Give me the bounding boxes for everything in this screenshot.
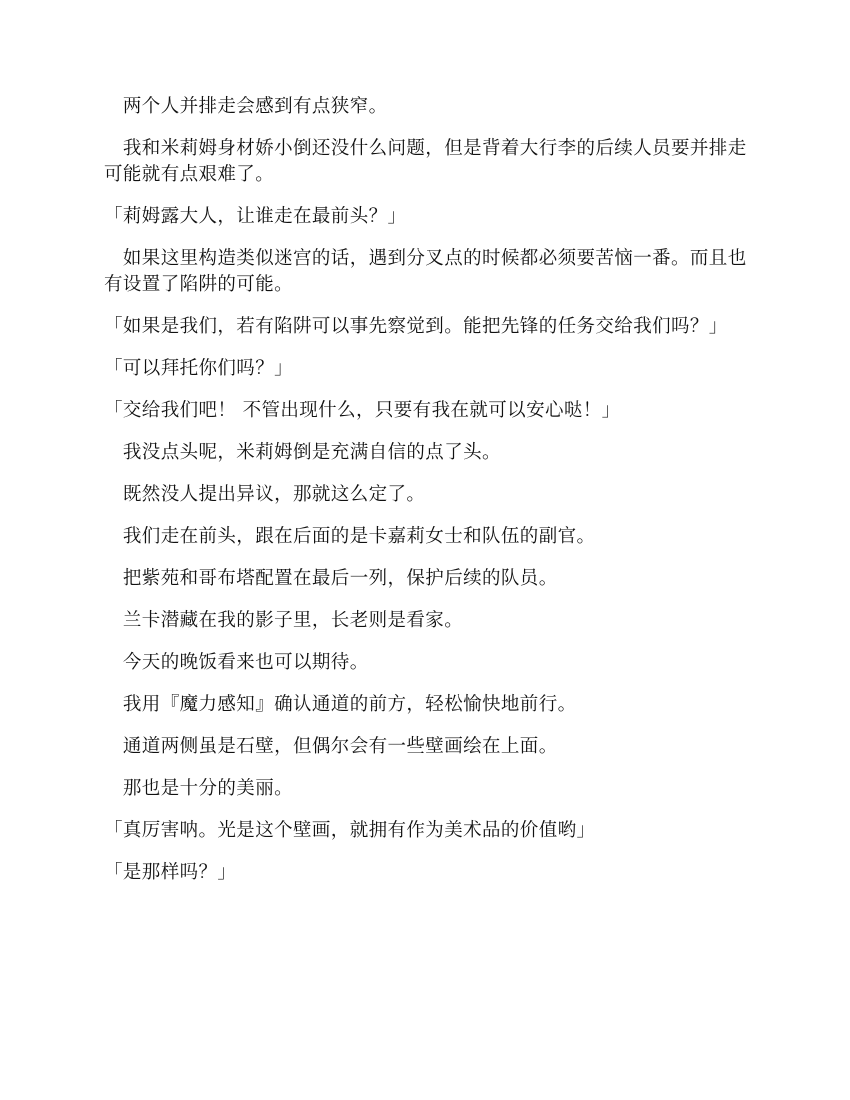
dialogue-line: 「交给我们吧！ 不管出现什么，只要有我在就可以安心哒！」 (104, 400, 621, 421)
dialogue-line: 「可以拜托你们吗？」 (104, 358, 294, 379)
paragraph: 我们走在前头，跟在后面的是卡嘉莉女士和队伍的副官。 (104, 526, 596, 547)
dialogue-line: 「莉姆露大人，让谁走在最前头？」 (104, 206, 407, 227)
paragraph: 我没点头呢，米莉姆倒是充满自信的点了头。 (104, 442, 501, 463)
paragraph: 我和米莉姆身材娇小倒还没什么问题，但是背着大行李的后续人员要并排走可能就有点艰难了。 (104, 138, 747, 185)
document-body (104, 94, 754, 902)
paragraph: 如果这里构造类似迷宫的话，遇到分叉点的时候都必须要苦恼一番。而且也有设置了陷阱的可能。 (104, 248, 747, 295)
paragraph: 既然没人提出异议，那就这么定了。 (104, 484, 426, 505)
paragraph: 兰卡潜藏在我的影子里，长老则是看家。 (104, 610, 464, 631)
paragraph: 两个人并排走会感到有点狭窄。 (104, 96, 388, 117)
dialogue-line: 「是那样吗？」 (104, 862, 237, 883)
paragraph: 把紫苑和哥布塔配置在最后一列，保护后续的队员。 (104, 568, 558, 589)
paragraph: 今天的晚饭看来也可以期待。 (104, 652, 369, 673)
dialogue-line: 「真厉害呐。光是这个壁画，就拥有作为美术品的价值哟」 (104, 820, 596, 841)
paragraph: 我用『魔力感知』确认通道的前方，轻松愉快地前行。 (104, 694, 577, 715)
paragraph: 那也是十分的美丽。 (104, 778, 294, 799)
paragraph: 通道两侧虽是石壁，但偶尔会有一些壁画绘在上面。 (104, 736, 558, 757)
dialogue-line: 「如果是我们，若有陷阱可以事先察觉到。能把先锋的任务交给我们吗？」 (104, 316, 728, 337)
